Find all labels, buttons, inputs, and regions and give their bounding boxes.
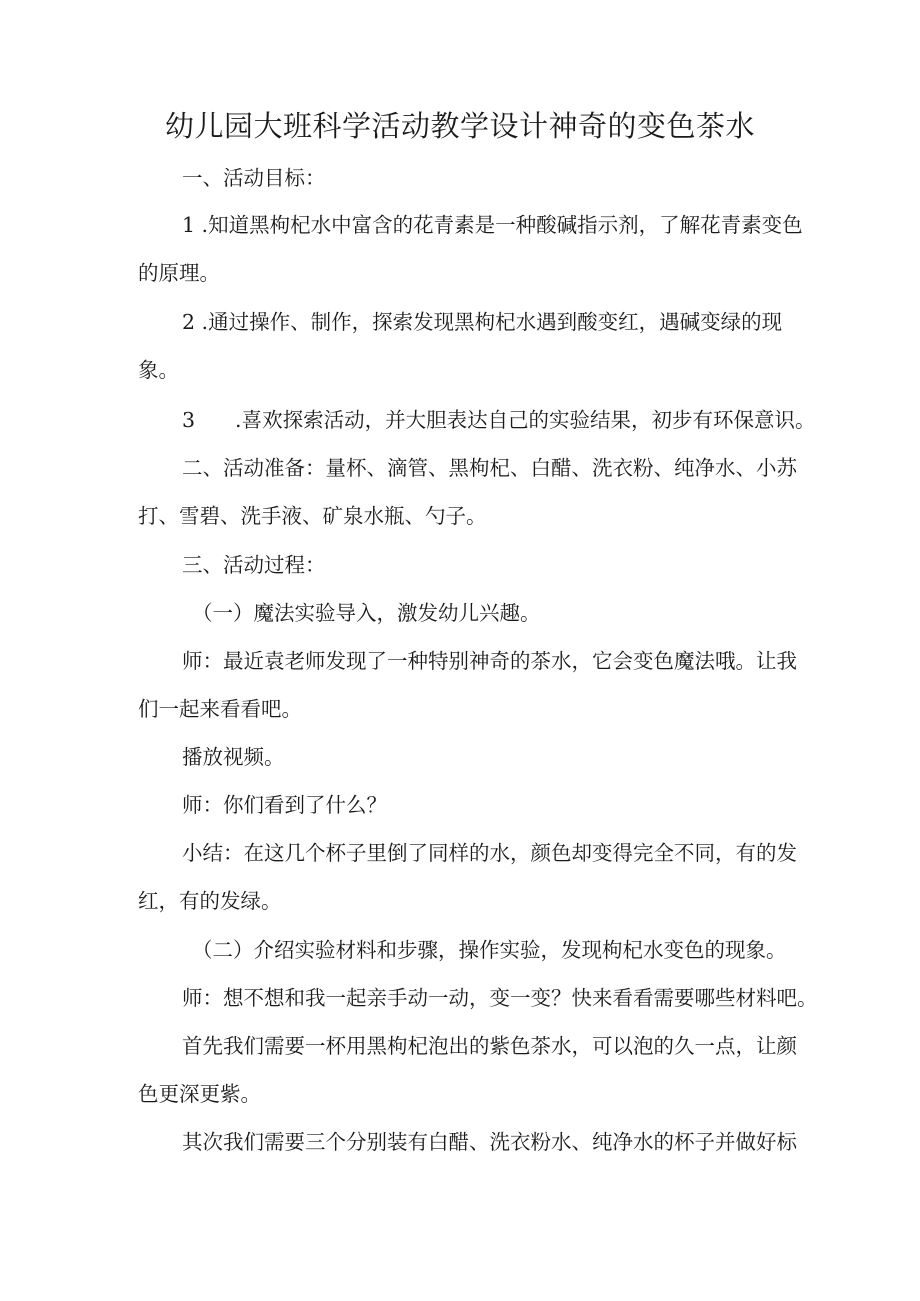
paragraph-line: 们一起来看看吧。 [138,697,302,721]
section-preparation [138,444,797,540]
section-heading-goals [138,154,786,202]
section-heading-process [138,541,786,589]
paragraph-line: 师：最近袁老师发现了一种特别神奇的茶水，它会变色魔法哦。让我 [182,649,797,673]
paragraph-line: 小结：在这几个杯子里倒了同样的水，颜色却变得完全不同，有的发 [182,841,797,865]
teacher-dialogue-2 [138,781,786,829]
paragraph-line: 师：你们看到了什么？ [182,793,387,817]
paragraph-line: 象。 [138,358,179,382]
paragraph-line: 一、活动目标： [182,166,326,190]
teacher-dialogue-3 [138,974,818,1022]
paragraph-line: 首先我们需要一杯用黑枸杞泡出的紫色茶水，可以泡的久一点，让颜 [182,1034,797,1058]
paragraph-line: 打、雪碧、洗手液、矿泉水瓶、勺子。 [138,504,487,528]
paragraph-line: 的原理。 [138,261,220,285]
paragraph-line: 师：想不想和我一起亲手动一动，变一变？快来看看需要哪些材料吧。 [182,986,818,1010]
paragraph-line: 1 .知道黑枸杞水中富含的花青素是一种酸碱指示剂，了解花青素变色 [182,213,803,237]
materials-second [138,1118,797,1166]
goal-item-2 [138,298,786,394]
subsection-2-heading [138,926,786,974]
teacher-dialogue-1 [138,637,797,733]
materials-first [138,1022,797,1118]
paragraph-line: （一）魔法实验导入，激发幼儿兴趣。 [192,601,541,625]
paragraph-line: （二）介绍实验材料和步骤，操作实验，发现枸杞水变色的现象。 [192,938,787,962]
goal-number: 3 [182,408,196,432]
paragraph-line: 色更深更紫。 [138,1082,261,1106]
paragraph-line: 红，有的发绿。 [138,889,282,913]
paragraph-line: 三、活动过程： [182,553,326,577]
document-title: 幼儿园大班科学活动教学设计神奇的变色茶水 [164,109,755,143]
goal-item-1 [138,201,803,297]
paragraph-line: 二、活动准备：量杯、滴管、黑枸杞、白醋、洗衣粉、纯净水、小苏 [182,456,797,480]
goal-text: .喜欢探索活动，并大胆表达自己的实验结果，初步有环保意识。 [235,408,816,432]
paragraph-line: 其次我们需要三个分别装有白醋、洗衣粉水、纯净水的杯子并做好标 [182,1130,797,1154]
play-video-step [138,733,786,781]
paragraph-line: 2 .通过操作、制作，探索发现黑枸杞水遇到酸变红，遇碱变绿的现 [182,310,783,334]
goal-item-3 [138,396,816,444]
subsection-1-heading [138,589,786,637]
paragraph-line: 播放视频。 [182,745,285,769]
summary-paragraph [138,829,797,925]
